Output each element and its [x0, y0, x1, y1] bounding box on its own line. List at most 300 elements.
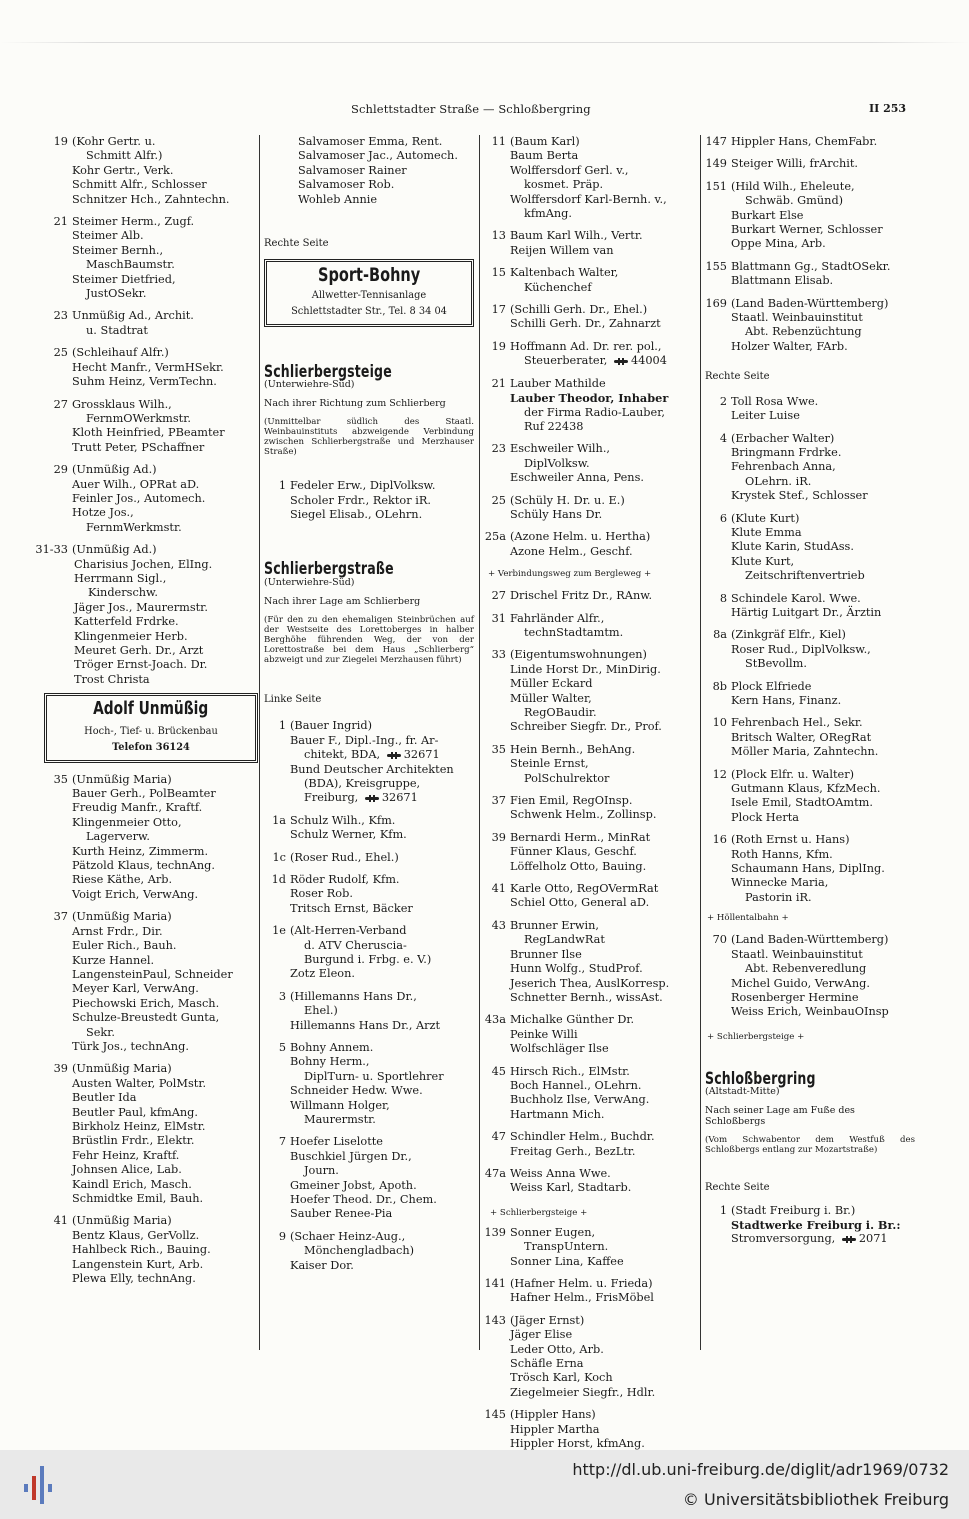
house-number [46, 644, 74, 658]
entry-line: Stromversorgung, 2071 [731, 1232, 888, 1246]
house-number [484, 1181, 510, 1195]
house-number [46, 258, 72, 272]
house-number [46, 506, 72, 520]
entry-line: Kaiser Dor. [290, 1258, 354, 1272]
house-number [264, 748, 290, 762]
entry [264, 479, 474, 522]
house-number: 47a [484, 1166, 506, 1180]
house-number: 1a [272, 813, 286, 827]
entry-line: Gmeiner Jobst, Apoth. [290, 1178, 417, 1192]
house-number [705, 446, 731, 460]
house-number: 15 [491, 266, 506, 280]
house-entry [705, 716, 915, 759]
entry-list [35, 135, 256, 687]
house-number [705, 811, 731, 825]
entry-line: Eschweiler Anna, Pens. [510, 471, 644, 485]
house-number: 4 [719, 431, 727, 445]
house-number: 155 [705, 259, 727, 273]
entry-line: Kinderschw. [88, 586, 158, 600]
entry-list [705, 933, 915, 1019]
house-number [264, 763, 290, 777]
entry-line: Buschkiel Jürgen Dr., [290, 1149, 412, 1163]
entry-line: Katterfeld Frdrke. [74, 615, 179, 629]
house-number [705, 274, 731, 288]
house-entry [264, 479, 474, 522]
entry-line: (Hild Wilh., Eheleute, [731, 179, 855, 193]
house-number: 33 [491, 648, 506, 662]
house-number [46, 873, 72, 887]
entry-line: der Firma Radio-Lauber, [524, 405, 665, 419]
street-description: Nach ihrer Lage am Schlierberg [264, 595, 421, 607]
entry-list [484, 1226, 699, 1481]
house-number [46, 558, 74, 572]
entry-line: Britsch Walter, ORegRat [731, 730, 872, 744]
entry-line: Schneider Hedw. Wwe. [290, 1084, 423, 1098]
house-number [264, 1179, 290, 1193]
house-number [46, 1134, 72, 1148]
entry-line: (Stadt Freiburg i. Br.) [731, 1203, 856, 1217]
house-number [705, 731, 731, 745]
entry-line: Leiter Luise [731, 409, 800, 423]
house-number [264, 1070, 290, 1084]
house-number [484, 860, 510, 874]
house-number [46, 478, 72, 492]
house-number [705, 745, 731, 759]
entry-line: (Eigentumswohnungen) [510, 648, 647, 662]
house-number [264, 967, 290, 981]
entry-line: d. ATV Cheruscia- [304, 938, 407, 952]
entry-line: Klute Kurt, [731, 554, 795, 568]
separator-note: + Verbindungsweg zum Bergleweg + [488, 569, 652, 580]
entry-line: OLehrn. iR. [745, 474, 812, 488]
entry-line: Bauer F., Dipl.-Ing., fr. Ar- [290, 733, 439, 747]
entry-line: Voigt Erich, VerwAng. [72, 887, 199, 901]
house-number [484, 281, 510, 295]
entry-line: DiplVolksw. [524, 456, 590, 470]
entry-line: Salvamoser Rainer [298, 163, 407, 177]
house-entry [705, 157, 915, 171]
entry-line: (Schüly H. Dr. u. E.) [510, 493, 625, 507]
entry-line: kosmet. Präp. [524, 178, 604, 192]
house-number [264, 1244, 290, 1258]
house-number: 145 [484, 1408, 506, 1422]
house-number [484, 991, 510, 1005]
house-number [46, 997, 72, 1011]
house-number [46, 939, 72, 953]
house-number: 149 [705, 157, 727, 171]
entry-line: Ziegelmeier Siegfr., Hdlr. [510, 1385, 656, 1399]
house-number [46, 586, 74, 600]
house-number [264, 1084, 290, 1098]
entry-line: Schmidtke Emil, Bauh. [72, 1192, 204, 1205]
house-entry [264, 873, 474, 916]
house-number: 21 [491, 376, 506, 390]
entry-line: Schnetter Bernh., wissAst. [510, 990, 663, 1004]
street-description: Nach seiner Lage am Fuße des Schloßbergs [705, 1105, 855, 1128]
scan-edge-line [0, 42, 969, 43]
ad-line: Schlettstadter Str., Tel. 8 34 04 [291, 305, 447, 317]
entry-line: Sonner Lina, Kaffee [510, 1254, 624, 1268]
house-number [484, 149, 510, 163]
entry-line: Hahlbeck Rich., Bauing. [72, 1243, 211, 1257]
house-number [46, 521, 72, 535]
entry-line: Hippler Horst, kfmAng. [510, 1437, 645, 1451]
house-entry [484, 1130, 699, 1159]
entry-line: Siegel Elisab., OLehrn. [290, 508, 423, 522]
entry-line: Türk Jos., technAng. [72, 1039, 189, 1053]
house-number [705, 977, 731, 991]
entry-list [484, 589, 699, 1196]
telephone-icon [387, 752, 401, 759]
house-number: 151 [705, 179, 727, 193]
house-number [484, 508, 510, 522]
house-number [46, 1163, 72, 1177]
column-2 [264, 135, 474, 1273]
entry-line: Journ. [304, 1164, 339, 1178]
house-number: 29 [53, 463, 68, 477]
house-entry [484, 612, 699, 641]
entry-line: Michel Guido, VerwAng. [731, 976, 870, 990]
side-label: Linke Seite [264, 693, 322, 705]
house-number [705, 606, 731, 620]
house-entry [705, 680, 915, 709]
house-number [264, 1193, 290, 1207]
house-entry [705, 395, 915, 424]
entry-line: Hillemanns Hans Dr., Arzt [290, 1018, 441, 1032]
house-number [484, 1328, 510, 1342]
house-number [705, 643, 731, 657]
entry-line: Tritsch Ernst, Bäcker [290, 901, 413, 915]
house-entry [484, 1226, 699, 1269]
entry-line: FernmOWerkmstr. [86, 411, 191, 425]
house-entry [46, 463, 256, 535]
house-number [484, 1343, 510, 1357]
house-entry [46, 215, 256, 301]
house-number: 35 [491, 742, 506, 756]
house-number [484, 677, 510, 691]
entry-line: Röder Rudolf, Kfm. [290, 872, 400, 886]
copyright-notice: © Universitätsbibliothek Freiburg [682, 1490, 949, 1509]
house-number [46, 968, 72, 982]
house-number [264, 939, 290, 953]
district: (Unterwiehre-Süd) [264, 576, 355, 588]
entry-line: Wolffersdorf Gerl. v., [510, 163, 629, 177]
entry-line: Azone Helm., Geschf. [510, 544, 633, 558]
entry-line: Krystek Stef., Schlosser [731, 489, 868, 503]
house-entry [46, 309, 256, 338]
house-number [46, 572, 74, 586]
street-note: (Für den zu den ehemaligen Steinbrüchen auf der Westseite des Lorettoberges in halber Berghöhe führenden Weg, der von der Lorettostraße bei dem Haus „Schlierberg“ abzweigt und zur Ziegelei Merzhausen führt) [264, 614, 474, 665]
entry-line: FernmWerkmstr. [86, 520, 182, 534]
entry-line: Sauber Renee-Pia [290, 1207, 393, 1221]
house-number [705, 991, 731, 1005]
house-number: 23 [491, 442, 506, 456]
house-number [484, 1145, 510, 1159]
entry-line: Roth Hanns, Kfm. [731, 847, 833, 861]
house-number [484, 545, 510, 559]
house-number [46, 1258, 72, 1272]
house-number [46, 492, 72, 506]
entry-list [484, 135, 699, 559]
house-number [484, 164, 510, 178]
house-entry [484, 743, 699, 786]
entry-line: Trost Christa [74, 672, 150, 686]
entry-line: Salvamoser Emma, Rent. [298, 135, 443, 148]
house-entry [264, 851, 474, 865]
entry-line: Härtig Luitgart Dr., Ärztin [731, 605, 882, 619]
entry-line: (Unmüßig Maria) [72, 1214, 172, 1228]
entry-line: chitekt, BDA, 32671 [304, 748, 440, 762]
entry-line: Stadtwerke Freiburg i. Br.: [731, 1217, 901, 1232]
house-number [264, 777, 290, 791]
entry-line: (Hafner Helm. u. Frieda) [510, 1277, 653, 1290]
entry-line: (Hillemanns Hans Dr., [290, 989, 417, 1003]
entry-line: Wohleb Annie [298, 192, 378, 206]
entry-line: Langenstein Kurt, Arb. [72, 1257, 204, 1271]
entry-line: Boch Hannel., OLehrn. [510, 1078, 642, 1092]
house-number [705, 657, 731, 671]
entry-line: (Kohr Gertr. u. [72, 135, 156, 148]
entry-line: Reijen Willem van [510, 243, 614, 257]
entry-line: Klingenmeier Herb. [74, 629, 188, 643]
house-number: 147 [705, 135, 727, 148]
street-note: (Vom Schwabentor dem Westfuß des Schloßbergs entlang zur Mozartstraße) [705, 1135, 915, 1156]
house-number: 37 [491, 794, 506, 808]
entry-line: (Bauer Ingrid) [290, 719, 373, 733]
house-number: 43 [491, 918, 506, 932]
house-number: 6 [719, 511, 727, 525]
entry-line: Klute Emma [731, 525, 802, 539]
entry [705, 1204, 915, 1247]
house-number: 70 [712, 933, 727, 947]
house-number: 7 [278, 1135, 286, 1149]
entry-line: Hoefer Theod. Dr., Chem. [290, 1193, 437, 1207]
house-number [484, 1028, 510, 1042]
house-number [484, 317, 510, 331]
house-number [46, 925, 72, 939]
entry-line: (Klute Kurt) [731, 511, 800, 525]
entry-line: Brüstlin Frdr., Elektr. [72, 1134, 195, 1148]
entry-line: Hafner Helm., FrisMöbel [510, 1291, 654, 1305]
house-number: 139 [484, 1225, 506, 1239]
entry-line: Hippler Martha [510, 1422, 600, 1436]
house-number [705, 311, 731, 325]
entry-line: Klute Karin, StudAss. [731, 540, 854, 554]
entry-line: Kohr Gertr., Verk. [72, 163, 174, 177]
house-number [264, 1019, 290, 1033]
entry-line: MaschBaumstr. [86, 258, 175, 272]
house-entry [484, 303, 699, 332]
entry-line: Burgund i. Frbg. e. V.) [304, 952, 432, 966]
entry-line: Lagerverw. [86, 830, 150, 844]
entry-line: Kaltenbach Walter, [510, 266, 619, 280]
house-number [264, 1099, 290, 1113]
house-number [46, 845, 72, 859]
house-number [484, 457, 510, 471]
entry-line: Holzer Walter, FArb. [731, 339, 848, 353]
column-rule [259, 135, 260, 1350]
house-number [484, 663, 510, 677]
side-label: Rechte Seite [705, 1182, 770, 1194]
entry-list [264, 719, 474, 1273]
side-label: Rechte Seite [264, 238, 329, 250]
house-number [46, 1091, 72, 1105]
house-number: 19 [53, 135, 68, 148]
ad-line: Allwetter-Tennisanlage [311, 289, 427, 301]
house-entry [705, 297, 915, 355]
entry-line: Weiss Karl, Stadtarb. [510, 1181, 632, 1195]
entry-line: Schwenk Helm., Zollinsp. [510, 808, 657, 822]
house-number [705, 209, 731, 223]
entry-line: Mönchengladbach) [304, 1244, 414, 1258]
entry-line: Abt. Rebenzüchtung [745, 325, 862, 339]
house-number [264, 1055, 290, 1069]
entry-line: Suhm Heinz, VermTechn. [72, 375, 217, 389]
house-number [705, 876, 731, 890]
house-entry [484, 589, 699, 603]
house-number: 31 [491, 611, 506, 625]
house-entry [705, 592, 915, 621]
entry-line: Roser Rob. [290, 887, 353, 901]
house-number [46, 888, 72, 902]
entry-line: (Unmüßig Maria) [72, 1062, 172, 1076]
entry-line: Fünner Klaus, Geschf. [510, 845, 637, 859]
house-number: 1e [272, 924, 286, 938]
house-entry [46, 135, 256, 207]
entry-line: Hotze Jos., [72, 506, 134, 520]
entry-line: Fehr Heinz, Kraftf. [72, 1148, 180, 1162]
house-entry [35, 543, 256, 687]
entry-line: Steimer Bernh., [72, 243, 164, 257]
house-number [264, 1164, 290, 1178]
entry-list [46, 773, 256, 1287]
street-note: (Unmittelbar südlich des Staatl. Weinbauinstituts abzweigende Verbindung zwischen Schlierbergstraße und Merzhauser Straße) [264, 417, 474, 458]
entry-line: Löffelholz Otto, Bauing. [510, 859, 647, 873]
house-number [46, 193, 72, 207]
entry-line: Feinler Jos., Automech. [72, 491, 206, 505]
entry-line: (Hippler Hans) [510, 1408, 596, 1422]
entry-line: Schreiber Siegfr. Dr., Prof. [510, 720, 662, 734]
entry-line: Schaumann Hans, DiplIng. [731, 862, 885, 876]
house-entry [484, 377, 699, 435]
entry-line: Kloth Heinfried, PBeamter [72, 426, 225, 440]
entry-line: JustOSekr. [86, 287, 147, 301]
entry-line: Weiss Erich, WeinbauOInsp [731, 1005, 889, 1019]
entry-line: Bauer Gerh., PolBeamter [72, 787, 216, 801]
district: (Altstadt-Mitte) [705, 1086, 780, 1098]
house-number [46, 324, 72, 338]
house-number: 8a [713, 628, 727, 642]
house-number [484, 896, 510, 910]
entry-line: Plock Herta [731, 810, 799, 824]
house-number [46, 441, 72, 455]
house-entry [705, 135, 915, 149]
house-number [484, 1423, 510, 1437]
house-entry [705, 512, 915, 584]
column-3 [484, 135, 699, 1480]
entry-line: Klingenmeier Otto, [72, 815, 182, 829]
entry-line: RegLandwRat [524, 933, 605, 947]
house-number: 5 [278, 1041, 286, 1054]
house-number [46, 375, 72, 389]
entry-line: Freitag Gerh., BezLtr. [510, 1144, 636, 1158]
house-entry [705, 260, 915, 289]
house-number [705, 555, 731, 569]
house-number [484, 933, 510, 947]
house-entry [484, 229, 699, 258]
house-number: 8 [719, 591, 727, 605]
house-number [46, 287, 72, 301]
running-head-title: Schlettstadter Straße — Schloßbergring [351, 102, 591, 116]
continued-entries [264, 135, 474, 207]
entry-line: Bentz Klaus, GerVollz. [72, 1228, 200, 1242]
ad-line: Hoch-, Tief- u. Brückenbau [84, 725, 218, 737]
house-entry [484, 340, 699, 369]
separator-note: + Höllentalbahn + [707, 913, 789, 924]
entry-line: StBevollm. [745, 657, 807, 671]
house-number [264, 953, 290, 967]
entry-line: Baum Berta [510, 149, 579, 163]
entry-line: LangensteinPaul, Schneider [72, 967, 233, 981]
entry-line: Birkholz Heinz, ElMstr. [72, 1119, 206, 1133]
house-number [46, 601, 74, 615]
house-number [484, 1240, 510, 1254]
house-number: 25a [484, 530, 506, 544]
house-number: 41 [53, 1214, 68, 1228]
house-entry [484, 831, 699, 874]
house-number [484, 1042, 510, 1056]
entry-line: technStadtamtm. [524, 625, 624, 639]
house-number: 39 [491, 830, 506, 844]
entry-line: Salvamoser Jac., Automech. [298, 149, 458, 163]
house-number: 45 [491, 1064, 506, 1078]
entry-line: kfmAng. [524, 207, 572, 221]
entry-line: Freudig Manfr., Kraftf. [72, 801, 203, 815]
house-number [484, 1357, 510, 1371]
entry-line: Brunner Erwin, [510, 918, 600, 932]
entry-line: Schilli Gerh. Dr., Zahnarzt [510, 317, 661, 331]
street-heading: Schlierbergstraße [264, 559, 394, 580]
house-number [705, 962, 731, 976]
house-number: 27 [53, 397, 68, 411]
house-number [46, 1120, 72, 1134]
entry-line: Abt. Rebenveredlung [745, 962, 867, 976]
entry-line: Pätzold Klaus, technAng. [72, 859, 215, 873]
entry-line: Kaindl Erich, Masch. [72, 1177, 192, 1191]
ad-title: Adolf Unmüßig [93, 698, 209, 720]
house-number [484, 207, 510, 221]
entry-line: Schmitt Alfr., Schlosser [72, 178, 207, 192]
entry-line: Karle Otto, RegOVermRat [510, 882, 659, 896]
house-number [46, 658, 74, 672]
house-number: 10 [712, 716, 727, 730]
source-url[interactable]: http://dl.ub.uni-freiburg.de/diglit/adr1969/0732 [572, 1460, 949, 1479]
house-number [705, 237, 731, 251]
house-entry [46, 773, 256, 903]
house-entry [484, 919, 699, 1005]
entry-line: Meyer Karl, VerwAng. [72, 982, 199, 996]
house-number [46, 787, 72, 801]
house-number: 3 [278, 989, 286, 1003]
house-number [264, 902, 290, 916]
house-number [484, 406, 510, 420]
entry-list [705, 135, 915, 354]
house-number: 8b [712, 679, 727, 693]
house-number [705, 540, 731, 554]
entry-line: Tröger Ernst-Joach. Dr. [74, 658, 208, 672]
entry-line: Küchenchef [524, 280, 592, 294]
entry-line: Trutt Peter, PSchaffner [72, 440, 205, 454]
